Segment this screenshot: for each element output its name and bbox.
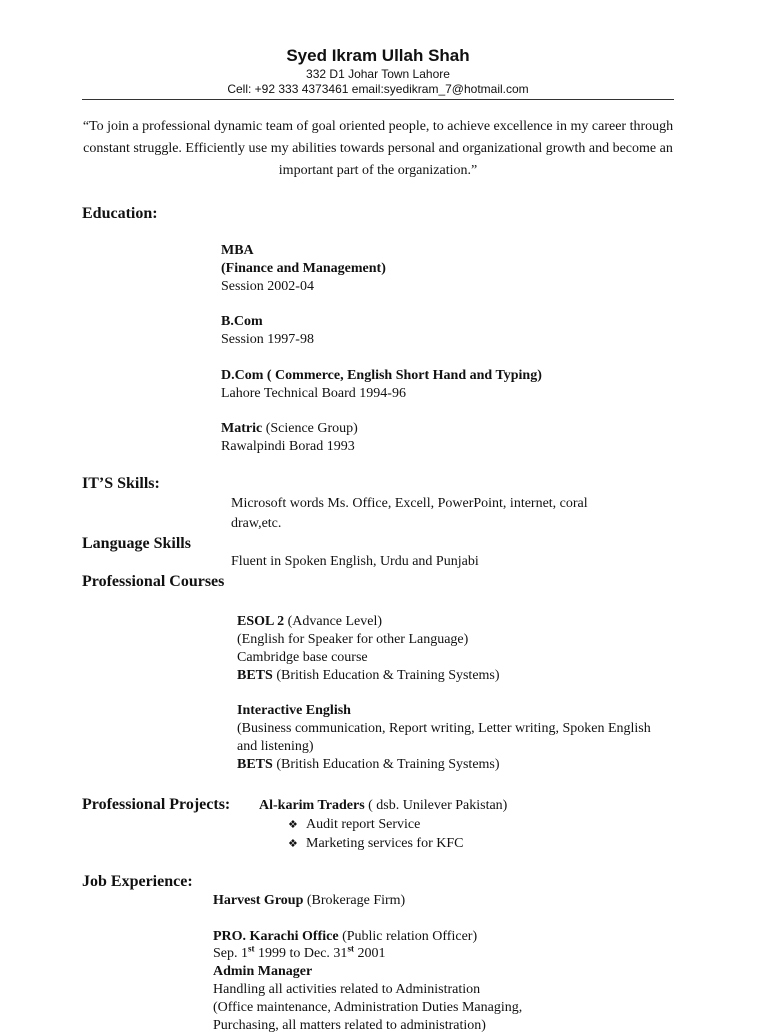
period-end: 2001 — [353, 946, 386, 961]
project-item-text: Audit report Service — [306, 817, 421, 832]
project-item — [288, 835, 463, 853]
projects-company: Al-karim Traders — [259, 798, 365, 813]
bcom-session: Session 1997-98 — [221, 332, 314, 347]
candidate-name: Syed Ikram Ullah Shah — [286, 46, 470, 65]
matric-board: Rawalpindi Borad 1993 — [221, 439, 355, 454]
mba-title: MBA — [221, 243, 254, 258]
esol-base: Cambridge base course — [237, 650, 368, 665]
header-divider — [82, 99, 674, 100]
language-skills-heading: Language Skills — [82, 535, 191, 552]
projects-heading: Professional Projects: — [82, 796, 231, 813]
language-skills-text: Fluent in Spoken English, Urdu and Punjabi — [231, 554, 479, 569]
bets-line — [237, 667, 500, 685]
bets-label: BETS — [237, 668, 273, 683]
projects-company-line — [259, 797, 507, 815]
esol-description: (English for Speaker for other Language) — [237, 632, 469, 647]
contact-line: Cell: +92 333 4373461 email:syedikram_7@hotmail.com — [227, 82, 529, 96]
period-mid: 1999 to Dec. 31 — [254, 946, 348, 961]
experience-org-line — [213, 892, 405, 910]
experience-role: Admin Manager — [213, 964, 313, 979]
experience-heading: Job Experience: — [82, 873, 193, 890]
interactive-english-title: Interactive English — [237, 703, 351, 718]
experience-org-note: (Brokerage Firm) — [303, 893, 406, 908]
experience-duty: Handling all activities related to Administration — [213, 982, 481, 997]
experience-duty: Purchasing, all matters related to administration) — [213, 1018, 486, 1033]
project-item — [288, 816, 420, 834]
courses-heading: Professional Courses — [82, 573, 225, 590]
dcom-title: D.Com ( Commerce, English Short Hand and Typing) — [221, 368, 542, 383]
project-item-text: Marketing services for KFC — [306, 836, 464, 851]
experience-period — [213, 945, 385, 963]
mba-subtitle: (Finance and Management) — [221, 261, 386, 276]
diamond-bullet-icon: ❖ — [288, 838, 298, 850]
matric-line — [221, 420, 358, 438]
experience-duty: (Office maintenance, Administration Duties Managing, — [213, 1000, 523, 1015]
period-start: Sep. 1 — [213, 946, 248, 961]
bets-line-2 — [237, 756, 500, 774]
it-skills-heading: IT’S Skills: — [82, 475, 160, 492]
bcom-title: B.Com — [221, 314, 263, 329]
esol-level: (Advance Level) — [284, 614, 383, 629]
matric-group: (Science Group) — [262, 421, 358, 436]
experience-office: PRO. Karachi Office — [213, 929, 339, 944]
period-end-suffix: st — [347, 943, 354, 954]
esol-line — [237, 613, 382, 631]
diamond-bullet-icon: ❖ — [288, 819, 298, 831]
esol-title: ESOL 2 — [237, 614, 285, 629]
experience-org: Harvest Group — [213, 893, 304, 908]
bets-description-2: (British Education & Training Systems) — [272, 757, 500, 772]
matric-title: Matric — [221, 421, 263, 436]
experience-office-note: (Public relation Officer) — [338, 929, 478, 944]
bets-label-2: BETS — [237, 757, 273, 772]
address-line: 332 D1 Johar Town Lahore — [306, 67, 450, 81]
it-skills-text: Microsoft words Ms. Office, Excell, PowerPoint, internet, coral draw,etc. — [231, 496, 588, 531]
bets-description: (British Education & Training Systems) — [272, 668, 500, 683]
education-heading: Education: — [82, 205, 158, 222]
projects-company-note: ( dsb. Unilever Pakistan) — [364, 798, 508, 813]
interactive-english-description: (Business communication, Report writing, Letter writing, Spoken English and listening) — [237, 721, 651, 754]
mba-session: Session 2002-04 — [221, 279, 314, 294]
dcom-board: Lahore Technical Board 1994-96 — [221, 386, 406, 401]
objective-statement: “To join a professional dynamic team of goal oriented people, to achieve excellence in my career through constant struggle. Efficiently use my abilities towards personal and organizational growth and become an important part of the organization.” — [82, 119, 674, 178]
period-start-suffix: st — [248, 943, 255, 954]
